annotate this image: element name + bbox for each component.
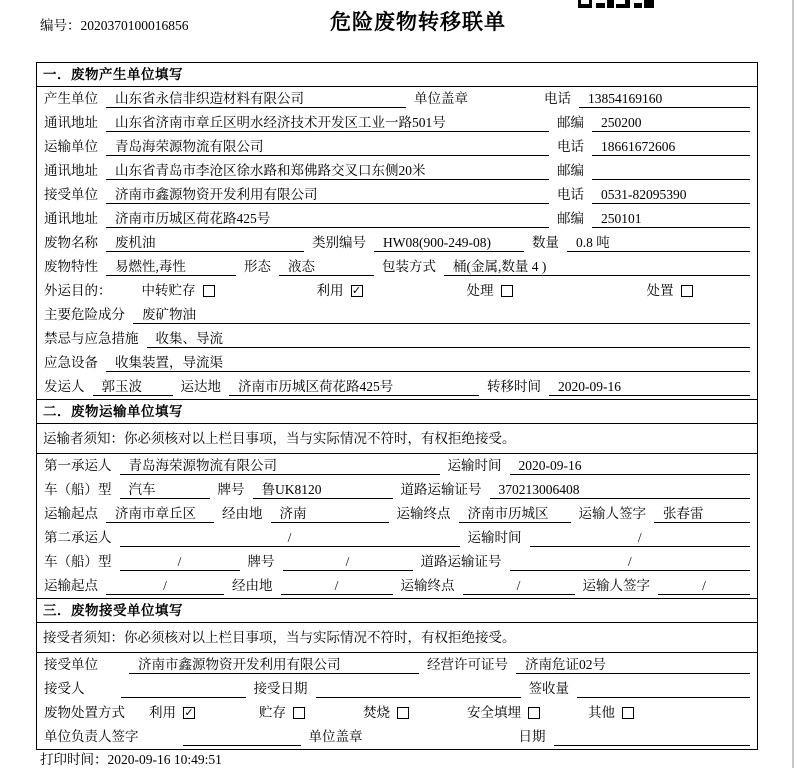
field-label: 第二承运人 (44, 530, 112, 545)
form-row (37, 550, 757, 574)
field-label: 接受单位 (44, 187, 98, 202)
form-row (37, 231, 757, 255)
field-value: 370213006408 (490, 481, 751, 499)
field-label: 禁忌与应急措施 (44, 331, 139, 346)
checkbox-label: 利用 (316, 283, 344, 298)
field-label: 车（船）型 (44, 554, 112, 569)
field-label: 形态 (244, 259, 271, 274)
field-label: 转移时间 (487, 379, 541, 394)
field-label: 通讯地址 (44, 115, 98, 130)
field-label: 牌号 (217, 482, 245, 497)
field-label: 单位盖章 (414, 91, 468, 106)
form-row (37, 327, 757, 351)
checkbox[interactable] (528, 707, 540, 719)
field-value: 液态 (279, 258, 374, 276)
field-label: 接受日期 (253, 681, 308, 696)
field-label: 经由地 (222, 506, 263, 521)
field-value: 山东省济南市章丘区明水经济技术开发区工业一路501号 (106, 114, 549, 132)
field-value (183, 728, 301, 746)
checkbox-field (647, 282, 693, 300)
checkbox[interactable] (501, 285, 513, 297)
section-2 (37, 399, 757, 598)
field-label: 运输单位 (44, 139, 98, 154)
field-label: 邮编 (557, 211, 584, 226)
field-label: 产生单位 (44, 91, 98, 106)
field-value (592, 162, 750, 180)
form-row (37, 279, 757, 303)
field-label: 通讯地址 (44, 211, 98, 226)
print-time-value: 2020-09-16 10:49:51 (107, 752, 222, 767)
field-value: 济南市历城区荷花路425号 (106, 210, 549, 228)
field-label: 废物处置方式 (44, 705, 125, 720)
field-label: 发运人 (44, 379, 85, 394)
field-label: 接受单位 (44, 657, 98, 672)
field-value (121, 680, 246, 698)
spacer (313, 721, 355, 722)
spacer (548, 721, 580, 722)
form-row (37, 526, 757, 550)
field-value: 济南市鑫源物资开发利用有限公司 (106, 186, 549, 204)
field-label: 运输人签字 (582, 578, 650, 593)
field-label: 外运目的： (44, 283, 112, 298)
field-label: 运输终点 (400, 578, 455, 593)
spacer (371, 745, 511, 746)
field-value: 济南危证02号 (516, 656, 750, 674)
field-value: 汽车 (120, 481, 210, 499)
field-value: 济南市章丘区 (106, 505, 214, 523)
form-table (36, 62, 758, 750)
field-value: / (120, 529, 460, 547)
form-row (37, 255, 757, 279)
form-row (37, 159, 757, 183)
field-label: 电话 (544, 91, 571, 106)
field-label: 电话 (557, 139, 584, 154)
field-label: 运达地 (180, 379, 221, 394)
section-title: 二．废物运输单位填写 (37, 400, 757, 424)
field-label: 包装方式 (382, 259, 436, 274)
field-value: 济南 (271, 505, 389, 523)
form-row (37, 375, 757, 399)
checkbox-label: 其他 (588, 705, 615, 720)
print-time-label: 打印时间： (40, 752, 108, 767)
field-label: 道路运输证号 (420, 554, 502, 569)
checkbox-label: 焚烧 (363, 705, 390, 720)
checkbox-label: 处置 (646, 283, 674, 298)
field-label: 电话 (557, 187, 584, 202)
field-value: 青岛海荣源物流有限公司 (106, 138, 549, 156)
checkbox-field (467, 282, 513, 300)
field-label: 经由地 (232, 578, 273, 593)
print-time-line (40, 748, 222, 768)
field-label: 类别编号 (312, 235, 366, 250)
field-value (316, 680, 521, 698)
field-label: 废物名称 (44, 235, 98, 250)
field-value: 废机油 (106, 234, 304, 252)
section-title: 一．废物产生单位填写 (37, 63, 757, 87)
field-label: 牌号 (247, 554, 275, 569)
field-value: / (463, 577, 575, 595)
field-value: / (283, 553, 413, 571)
checkbox-label: 中转贮存 (141, 283, 196, 298)
field-value: / (120, 553, 240, 571)
field-value: 青岛海荣源物流有限公司 (120, 457, 440, 475)
field-value (577, 680, 750, 698)
field-label: 数量 (532, 235, 559, 250)
checkbox[interactable] (622, 707, 634, 719)
field-value: 山东省永信非织造材料有限公司 (106, 90, 406, 108)
field-label: 运输终点 (396, 506, 451, 521)
field-value: 山东省青岛市李沧区徐水路和郑佛路交叉口东侧20米 (106, 162, 549, 180)
field-value: 0531-82095390 (592, 186, 750, 204)
form-row (37, 677, 757, 701)
field-label: 经营许可证号 (427, 657, 508, 672)
section-notice: 接受者须知：你必须核对以上栏目事项，当与实际情况不符时，有权拒绝接受。 (37, 623, 757, 653)
field-value: 济南市历城区 (459, 505, 571, 523)
field-label: 车（船）型 (44, 482, 112, 497)
field-value: 2020-09-16 (510, 457, 751, 475)
field-value: / (106, 577, 224, 595)
field-value: 张春雷 (654, 505, 750, 523)
checkbox[interactable] (681, 285, 693, 297)
spacer (417, 721, 459, 722)
field-value: 13854169160 (579, 90, 750, 108)
checkbox[interactable] (203, 285, 215, 297)
field-value: / (658, 577, 750, 595)
spacer (147, 745, 175, 746)
field-value: 鲁UK8120 (253, 481, 393, 499)
checkbox-field (317, 282, 363, 300)
spacer (223, 299, 309, 300)
field-label: 日期 (518, 729, 546, 744)
form-row (37, 135, 757, 159)
field-value: 收集装置，导流渠 (106, 354, 750, 372)
page-title: 危险废物转移联单 (330, 10, 506, 34)
form-row (37, 207, 757, 231)
field-value: 250101 (592, 210, 750, 228)
field-label: 签收量 (528, 681, 569, 696)
spacer (371, 299, 459, 300)
field-label: 废物特性 (44, 259, 98, 274)
checkbox[interactable] (293, 707, 305, 719)
field-value: 0.8 吨 (567, 234, 750, 252)
field-value: 250200 (592, 114, 750, 132)
checkbox-label: 贮存 (259, 705, 286, 720)
form-row (37, 303, 757, 327)
section-notice: 运输者须知：你必须核对以上栏目事项，当与实际情况不符时，有权拒绝接受。 (37, 424, 757, 454)
checkbox-field (467, 704, 540, 722)
field-label: 单位盖章 (308, 729, 363, 744)
form-row (37, 701, 757, 725)
field-value: / (530, 529, 751, 547)
checkbox-field (363, 704, 409, 722)
spacer (203, 721, 251, 722)
field-value: 济南市鑫源物资开发利用有限公司 (129, 656, 419, 674)
field-value: 废矿物油 (133, 306, 750, 324)
field-value: / (281, 577, 393, 595)
field-value: 济南市历城区荷花路425号 (229, 378, 479, 396)
spacer (133, 721, 141, 722)
checkbox-label: 处理 (466, 283, 494, 298)
checkbox-field (149, 704, 195, 722)
field-label: 运输人签字 (578, 506, 646, 521)
page-edge-line (792, 0, 794, 768)
field-label: 通讯地址 (44, 163, 98, 178)
spacer (120, 299, 134, 300)
field-label: 邮编 (557, 163, 584, 178)
section-title: 三．废物接受单位填写 (37, 599, 757, 623)
form-row (37, 183, 757, 207)
checkbox-checked[interactable]: ✓ (351, 284, 362, 297)
field-value: HW08(900-249-08) (374, 234, 524, 252)
field-label: 道路运输证号 (400, 482, 482, 497)
form-row (37, 574, 757, 598)
checkbox-field (142, 282, 215, 300)
field-value: 郭玉波 (93, 378, 173, 396)
form-row (37, 478, 757, 502)
field-value: / (510, 553, 751, 571)
checkbox-field (259, 704, 305, 722)
form-row (37, 454, 757, 478)
checkbox[interactable] (397, 707, 409, 719)
form-row (37, 111, 757, 135)
spacer (93, 697, 113, 698)
form-row (37, 725, 757, 749)
serial-label: 编号： (40, 18, 81, 33)
form-row (37, 87, 757, 111)
field-label: 运输时间 (467, 530, 522, 545)
field-label: 第一承运人 (44, 458, 112, 473)
spacer (521, 299, 639, 300)
field-label: 单位负责人签字 (44, 729, 139, 744)
checkbox-checked[interactable]: ✓ (184, 706, 194, 719)
serial-number-line (40, 14, 189, 34)
field-label: 应急设备 (44, 355, 98, 370)
spacer (476, 107, 536, 108)
form-row (37, 351, 757, 375)
form-row (37, 653, 757, 677)
field-label: 运输起点 (44, 578, 98, 593)
field-value: 18661672606 (592, 138, 750, 156)
field-label: 运输时间 (447, 458, 502, 473)
field-value: 易燃性,毒性 (106, 258, 236, 276)
form-row (37, 502, 757, 526)
section-3 (37, 598, 757, 749)
field-value (554, 728, 751, 746)
checkbox-label: 利用 (149, 705, 176, 720)
field-label: 主要危险成分 (44, 307, 125, 322)
qr-code-fragment (578, 0, 654, 9)
field-label: 运输起点 (44, 506, 98, 521)
section-1 (37, 63, 757, 399)
serial-value: 2020370100016856 (80, 18, 189, 33)
field-value: 收集、导流 (147, 330, 751, 348)
field-value: 桶(金属,数量 4 ) (444, 258, 750, 276)
checkbox-label: 安全填埋 (467, 705, 521, 720)
checkbox-field (588, 704, 634, 722)
field-label: 接受人 (44, 681, 85, 696)
field-label: 邮编 (557, 115, 584, 130)
field-value: 2020-09-16 (549, 378, 750, 396)
spacer (106, 673, 121, 674)
